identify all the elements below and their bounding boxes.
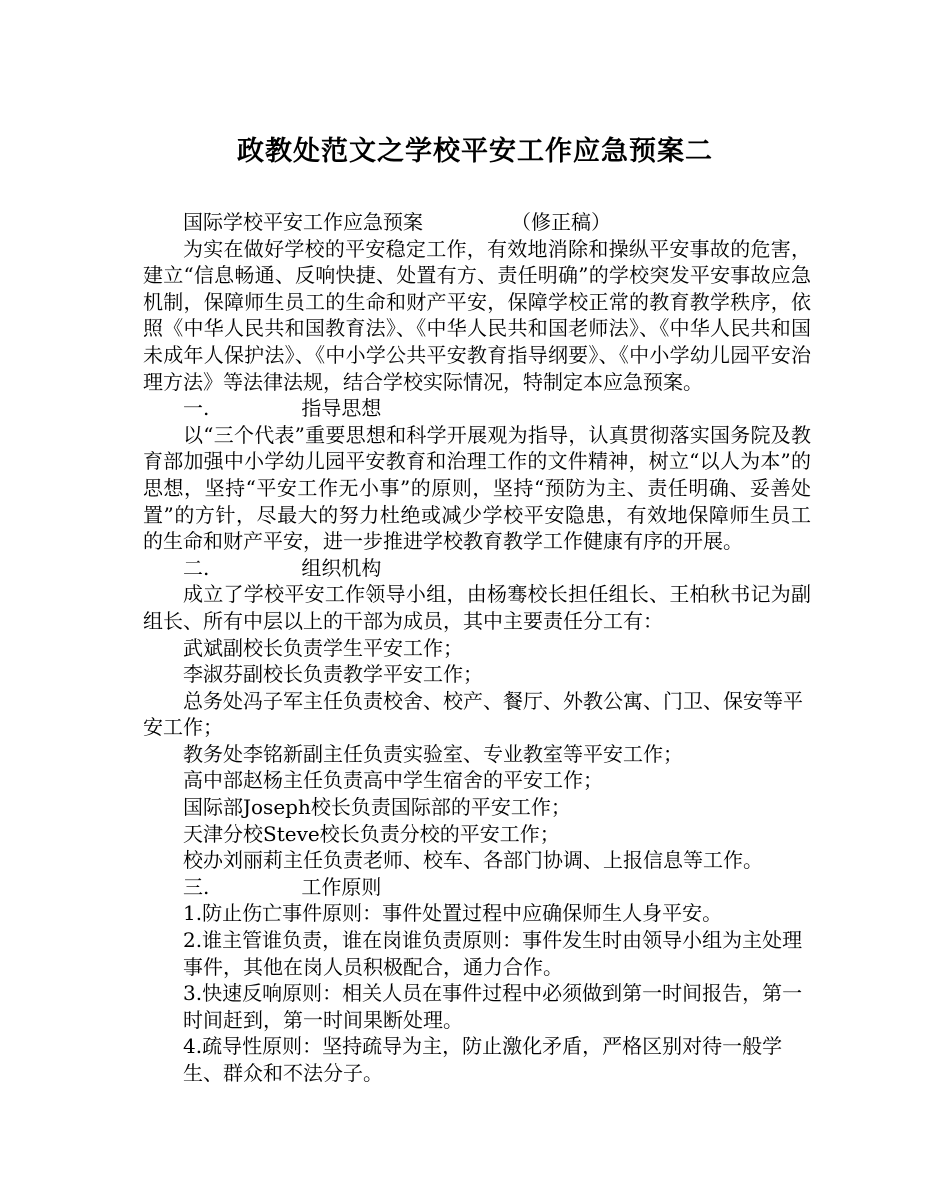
principle-item: 4.疏导性原则：坚持疏导为主，防止激化矛盾，严格区别对待一般学生、群众和不法分子。 [183, 1034, 783, 1085]
document-body [143, 209, 811, 1087]
section-3-number: 三. [183, 874, 210, 899]
subtitle-note: （修正稿） [511, 210, 611, 234]
duty-item: 高中部赵杨主任负责高中学生宿舍的平安工作； [183, 768, 603, 793]
section-1-paragraph: 以“三个代表”重要思想和科学开展观为指导，认真贯彻落实国务院及教育部加强中小学幼儿园平安教育和治理工作的文件精神，树立“以人为本”的思想，坚持“平安工作无小事”的原则，坚持“预防为主、责任明确、妥善处置”的方针，尽最大的努力杜绝或减少学校平安隐患，有效地保障师生员工的生命和财产平安，进一步推进学校教育教学工作健康有序的开展。 [143, 422, 811, 554]
document-title: 政教处范文之学校平安工作应急预案二 [237, 136, 713, 167]
duty-item: 校办刘丽莉主任负责老师、校车、各部门协调、上报信息等工作。 [183, 848, 763, 873]
duty-item: 李淑芬副校长负责教学平安工作； [183, 662, 483, 687]
section-1-number: 一. [183, 396, 210, 421]
intro-paragraph: 为实在做好学校的平安稳定工作，有效地消除和操纵平安事故的危害，建立“信息畅通、反响快捷、处置有方、责任明确”的学校突发平安事故应急机制，保障师生员工的生命和财产平安，保障学校正常的教育教学秩序，依照《中华人民共和国教育法》、《中华人民共和国老师法》、《中华人民共和国未成年人保护法》、《中小学公共平安教育指导纲要》、《中小学幼儿园平安治理方法》等法律法规，结合学校实际情况，特制定本应急预案。 [143, 236, 811, 394]
document-subtitle [143, 209, 811, 236]
section-1-heading [143, 395, 811, 422]
section-2-title: 组织机构 [301, 555, 382, 580]
duty-item: 总务处冯子军主任负责校舍、校产、餐厅、外教公寓、门卫、保安等平安工作； [143, 688, 803, 740]
duty-item: 国际部Joseph校长负责国际部的平安工作； [183, 795, 571, 820]
section-2-number: 二. [183, 555, 210, 580]
principle-item: 3.快速反响原则：相关人员在事件过程中必须做到第一时间报告，第一时间赶到，第一时间果断处理。 [183, 981, 803, 1032]
duty-item: 教务处李铭新副主任负责实验室、专业教室等平安工作； [183, 741, 683, 766]
principle-item: 1.防止伤亡事件原则：事件处置过程中应确保师生人身平安。 [183, 901, 723, 926]
section-2-paragraph: 成立了学校平安工作领导小组，由杨骞校长担任组长、王柏秋书记为副组长、所有中层以上的干部为成员，其中主要责任分工有： [143, 582, 811, 633]
section-2-heading [143, 555, 811, 582]
duty-item: 天津分校Steve校长负责分校的平安工作； [183, 821, 560, 846]
principle-item: 2.谁主管谁负责，谁在岗谁负责原则：事件发生时由领导小组为主处理事件，其他在岗人员积极配合，通力合作。 [183, 928, 803, 979]
section-3-title: 工作原则 [301, 874, 382, 899]
section-1-title: 指导思想 [301, 396, 382, 421]
section-3-heading [143, 874, 811, 901]
duty-item: 武斌副校长负责学生平安工作； [183, 635, 463, 660]
subtitle-main: 国际学校平安工作应急预案 [183, 210, 423, 234]
